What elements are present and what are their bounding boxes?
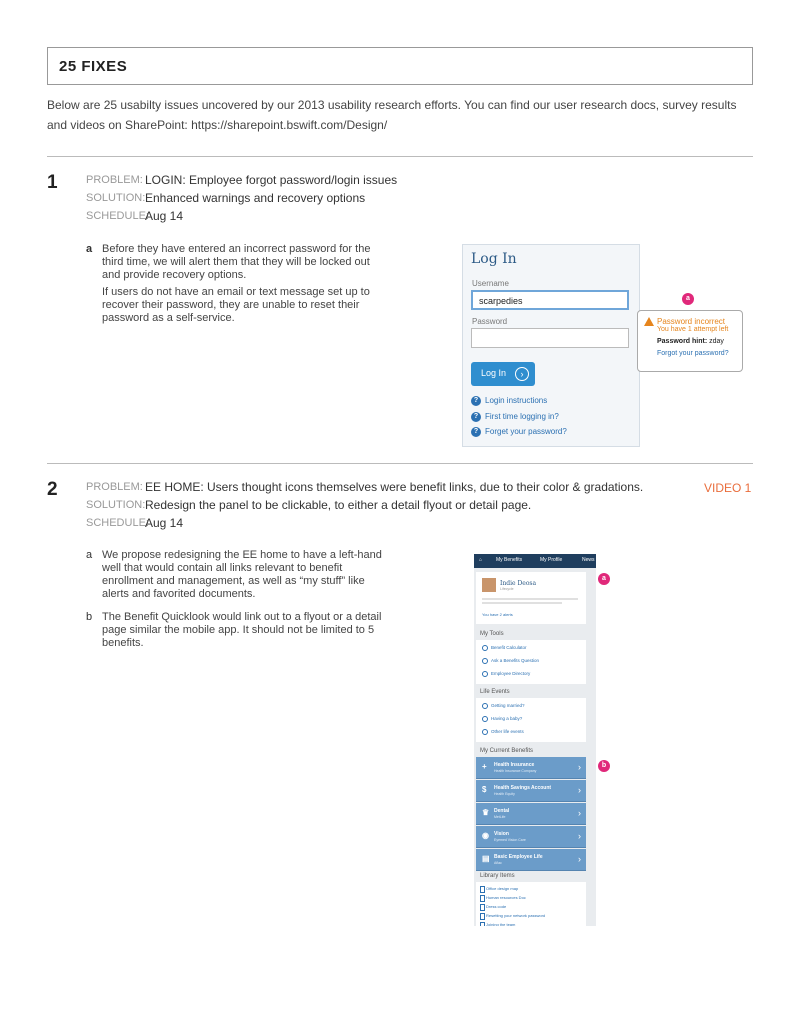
problem-label: PROBLEM: (86, 174, 143, 186)
username-field[interactable]: scarpedies (471, 290, 629, 310)
chevron-right-icon: › (578, 854, 581, 864)
benefit-row[interactable]: ◉ Vision Eyemed Vision Care › (476, 826, 586, 848)
video-link[interactable]: VIDEO 1 (704, 481, 752, 495)
fix-number: 2 (47, 479, 58, 500)
page-title: 25 FIXES (59, 58, 128, 75)
schedule-label: SCHEDULE: (86, 517, 149, 529)
tooltip-title: Password incorrect (657, 317, 726, 326)
fix-item (86, 549, 386, 601)
tooltip-hint: Password hint: zday (657, 338, 724, 345)
intro-text: Below are 25 usabilty issues uncovered by our 2013 usability research efforts. You can find our user research docs, survey results and videos on SharePoint: https://sharepoint.bswift.com/Design/ (47, 98, 737, 132)
ee-home-mockup (474, 554, 596, 926)
tool-link[interactable]: Benefit Calculator (482, 645, 527, 651)
chevron-right-icon: › (578, 831, 581, 841)
solution-label: SOLUTION: (86, 499, 146, 511)
eye-icon: ◉ (482, 831, 489, 840)
library-item[interactable]: Human resources Doc (486, 895, 526, 900)
benefit-row[interactable]: $ Health Savings Account Health Equity › (476, 780, 586, 802)
question-icon (482, 658, 488, 664)
dollar-icon: $ (482, 785, 487, 794)
solution-text: Redesign the panel to be clickable, to either a detail flyout or detail page. (145, 498, 532, 512)
tools-panel (476, 640, 586, 684)
warning-icon (644, 317, 654, 326)
section-library: Library Items (480, 873, 515, 879)
event-link[interactable]: Having a baby? (482, 716, 522, 722)
schedule-label: SCHEDULE: (86, 210, 149, 222)
login-title: Log In (471, 251, 517, 267)
section-my-tools: My Tools (480, 631, 504, 637)
help-link-instructions[interactable]: ? Login instructions (471, 396, 547, 406)
question-icon: ? (471, 412, 481, 422)
tooth-icon: ♛ (482, 808, 490, 817)
solution-label: SOLUTION: (86, 192, 146, 204)
schedule-text: Aug 14 (145, 516, 184, 530)
heart-icon (482, 703, 488, 709)
library-item[interactable]: Office design map (486, 886, 519, 891)
item-text-secondary: If users do not have an email or text message set up to recover their password, they are unable to reset their password as a self-service. (102, 286, 370, 324)
username-label: Username (472, 279, 509, 288)
alerts-link[interactable]: You have 2 alerts (482, 612, 513, 617)
chevron-right-icon: › (578, 785, 581, 795)
annotation-pin: b (598, 760, 610, 772)
schedule-text: Aug 14 (145, 209, 184, 223)
fix-item (86, 611, 386, 650)
item-letter: a (86, 243, 93, 255)
divider (47, 156, 753, 157)
login-button[interactable] (471, 362, 535, 386)
event-link[interactable]: Getting married? (482, 703, 525, 709)
item-text: We propose redesigning the EE home to have a left-hand well that would contain all links relevant to benefit enrollment and management, as well as “my stuff” like alerts and favorited documents. (102, 549, 382, 600)
help-link-first-time[interactable]: ? First time logging in? (471, 412, 559, 422)
chevron-right-icon: › (515, 367, 529, 381)
baby-icon (482, 716, 488, 722)
top-nav (474, 554, 596, 568)
profile-card (476, 572, 586, 624)
fix-number: 1 (47, 172, 58, 193)
item-letter: b (86, 611, 93, 623)
password-warning-tooltip (637, 310, 743, 372)
annotation-pin: a (682, 293, 694, 305)
benefit-row[interactable]: ♛ Dental MetLife › (476, 803, 586, 825)
help-link-forgot[interactable]: ? Forget your password? (471, 427, 567, 437)
benefit-row[interactable]: + Health Insurance Health Insurance Company › (476, 757, 586, 779)
event-link[interactable]: Other life events (482, 729, 524, 735)
page-title-box (47, 47, 753, 85)
tool-link[interactable]: Ask a Benefits Question (482, 658, 539, 664)
chevron-right-icon: › (578, 808, 581, 818)
user-subtitle: Lifecycle (500, 587, 514, 591)
document-icon: ▤ (482, 854, 490, 863)
annotation-pin: a (598, 573, 610, 585)
library-item[interactable]: Dress code (486, 904, 507, 909)
library-item[interactable]: Resetting your network password (486, 913, 546, 918)
problem-label: PROBLEM: (86, 481, 143, 493)
profile-text-line (482, 602, 562, 604)
item-text: Before they have entered an incorrect password for the third time, we will alert them that they will be locked out and provide recovery options. (102, 243, 371, 281)
solution-text: Enhanced warnings and recovery options (145, 191, 366, 205)
item-text: The Benefit Quicklook would link out to a flyout or a detail page similar the mobile app. It should not be limited to 5 benefits. (102, 611, 382, 649)
people-icon (482, 671, 488, 677)
nav-my-profile[interactable]: My Profile (540, 557, 563, 563)
nav-my-benefits[interactable]: My Benefits (496, 557, 523, 563)
home-icon[interactable]: ⌂ (479, 557, 483, 563)
library-panel (476, 882, 586, 926)
fix-item (86, 243, 386, 325)
benefit-row[interactable]: ▤ Basic Employee Life Aflac › (476, 849, 586, 871)
section-current-benefits: My Current Benefits (480, 748, 534, 754)
divider (47, 463, 753, 464)
password-label: Password (472, 317, 508, 326)
profile-text-line (482, 598, 578, 600)
item-letter: a (86, 549, 93, 561)
tool-link[interactable]: Employee Directory (482, 671, 530, 677)
library-item[interactable]: Joining the team (486, 922, 516, 926)
events-panel (476, 698, 586, 742)
password-field[interactable] (471, 328, 629, 348)
calculator-icon (482, 645, 488, 651)
clock-icon (482, 729, 488, 735)
question-icon: ? (471, 396, 481, 406)
problem-text: EE HOME: Users thought icons themselves were benefit links, due to their color & gradations. (145, 480, 644, 494)
tooltip-forgot-link[interactable]: Forgot your password? (657, 350, 729, 357)
login-mockup (462, 244, 640, 447)
problem-text: LOGIN: Employee forgot password/login issues (145, 173, 398, 187)
user-name: Indie Deosa (500, 580, 537, 587)
tooltip-attempts: You have 1 attempt left (657, 326, 729, 333)
nav-news[interactable]: News (582, 557, 595, 563)
section-life-events: Life Events (480, 689, 510, 695)
chevron-right-icon: › (578, 762, 581, 772)
avatar (482, 578, 496, 592)
medical-cross-icon: + (482, 762, 487, 771)
login-button-label: Log In (481, 368, 507, 378)
question-icon: ? (471, 427, 481, 437)
